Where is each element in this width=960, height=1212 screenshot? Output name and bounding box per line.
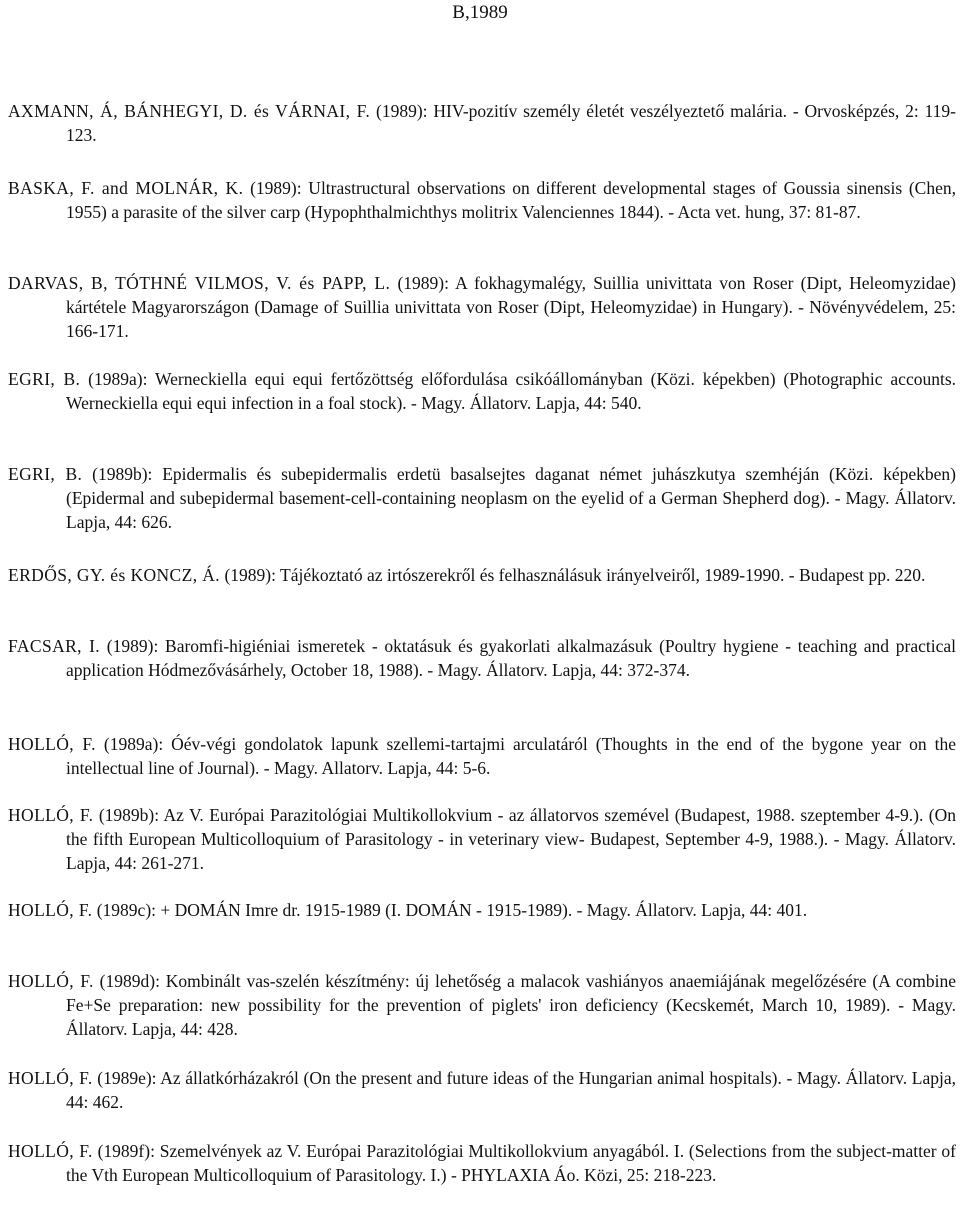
reference-entry xyxy=(8,271,956,343)
reference-entry xyxy=(8,367,956,415)
reference-entry xyxy=(8,969,956,1041)
reference-entry xyxy=(8,803,956,875)
entry-text: (1989e): Az állatkórházakról (On the present and future ideas of the Hungarian animal hospitals). - Magy. Állatorv. Lapja, 44: 462. xyxy=(66,1068,956,1112)
reference-entry xyxy=(8,1139,956,1187)
entry-text: (1989a): Werneckiella equi equi fertőzöttség előfordulása csikóállományban (Közi. képekben) (Photographic accounts. Werneckiella equi equi infection in a foal stock). - Magy. Állatorv. Lapja, 44: 540. xyxy=(66,369,957,413)
entry-text: (1989d): Kombinált vas-szelén készítmény: új lehetőség a malacok vashiányos anaemiájának megelőzésére (A combine Fe+Se preparation: new possibility for the prevention of piglets' iron deficiency (Kecskemét, March 10, 1989). - Magy. Állatorv. Lapja, 44: 428. xyxy=(66,971,956,1039)
reference-entry xyxy=(8,99,956,147)
entry-text: (1989a): Óév-végi gondolatok lapunk szellemi-tartajmi arculatáról (Thoughts in the end of the bygone year on the intellectual line of Journal). - Magy. Allatorv. Lapja, 44: 5-6. xyxy=(66,734,956,778)
entry-authors: ERDŐS, GY. és KONCZ, Á. xyxy=(8,565,221,585)
entry-authors: AXMANN, Á, BÁNHEGYI, D. és VÁRNAI, F. xyxy=(8,101,371,121)
reference-entry xyxy=(8,898,956,922)
entry-text: (1989): Tájékoztató az irtószerekről és felhasználásuk irányelveiről, 1989-1990. - Budapest pp. 220. xyxy=(224,565,926,585)
reference-entry xyxy=(8,732,956,780)
entry-authors: HOLLÓ, F. xyxy=(8,1068,93,1088)
entry-authors: HOLLÓ, F. xyxy=(8,900,93,920)
entry-authors: BASKA, F. and MOLNÁR, K. xyxy=(8,178,244,198)
entry-authors: HOLLÓ, F. xyxy=(8,971,94,991)
entry-authors: HOLLÓ, F. xyxy=(8,1141,93,1161)
reference-entry xyxy=(8,563,956,587)
page-header: B,1989 xyxy=(452,2,508,23)
reference-entry xyxy=(8,634,956,682)
reference-entry xyxy=(8,462,956,534)
entry-authors: EGRI, B. xyxy=(8,464,83,484)
entry-text: (1989): A fokhagymalégy, Suillia univittata von Roser (Dipt, Heleomyzidae) kártétele Magyarországon (Damage of Suillia univittata von Roser (Dipt, Heleomyzidae) in Hungary). - Növényvédelem, 25: 166-171. xyxy=(66,273,956,341)
reference-entry xyxy=(8,176,956,224)
entry-text: (1989f): Szemelvények az V. Európai Parazitológiai Multikollokvium anyagából. I. (Selections from the subject-matter of the Vth European Multicolloquium of Parasitology. I.) - PHYLAXIA Áo. Közi, 25: 218-223. xyxy=(66,1141,956,1185)
entry-text: (1989): HIV-pozitív személy életét veszélyeztető malária. - Orvosképzés, 2: 119-123. xyxy=(66,101,956,145)
entry-authors: HOLLÓ, F. xyxy=(8,805,94,825)
entry-text: (1989): Ultrastructural observations on different developmental stages of Goussia sinensis (Chen, 1955) a parasite of the silver carp (Hypophthalmichthys molitrix Valenciennes 1844). - Acta vet. hung, 37: 81-87. xyxy=(66,178,956,222)
entry-authors: FACSAR, I. xyxy=(8,636,101,656)
entry-authors: EGRI, B. xyxy=(8,369,81,389)
entry-text: (1989b): Az V. Európai Parazitológiai Multikollokvium - az állatorvos szemével (Budapest, 1988. szeptember 4-9.). (On the fifth European Multicolloquium of Parasitology - in veterinary view- Budapest, September 4-9, 1988.). - Magy. Állatorv. Lapja, 44: 261-271. xyxy=(66,805,956,873)
entry-text: (1989c): + DOMÁN Imre dr. 1915-1989 (I. DOMÁN - 1915-1989). - Magy. Állatorv. Lapja, 44: 401. xyxy=(96,900,808,920)
entry-text: (1989): Baromfi-higiéniai ismeretek - oktatásuk és gyakorlati alkalmazásuk (Poultry hygiene - teaching and practical application Hódmezővásárhely, October 18, 1988). - Magy. Állatorv. Lapja, 44: 372-374. xyxy=(66,636,956,680)
entry-authors: HOLLÓ, F. xyxy=(8,734,96,754)
entry-authors: DARVAS, B, TÓTHNÉ VILMOS, V. és PAPP, L. xyxy=(8,273,391,293)
entry-text: (1989b): Epidermalis és subepidermalis erdetü basalsejtes daganat német juhászkutya szemhéján (Közi. képekben) (Epidermal and subepidermal basement-cell-containing neoplasm on the eyelid of a German Shepherd dog). - Magy. Állatorv. Lapja, 44: 626. xyxy=(66,464,956,532)
reference-entry xyxy=(8,1066,956,1114)
